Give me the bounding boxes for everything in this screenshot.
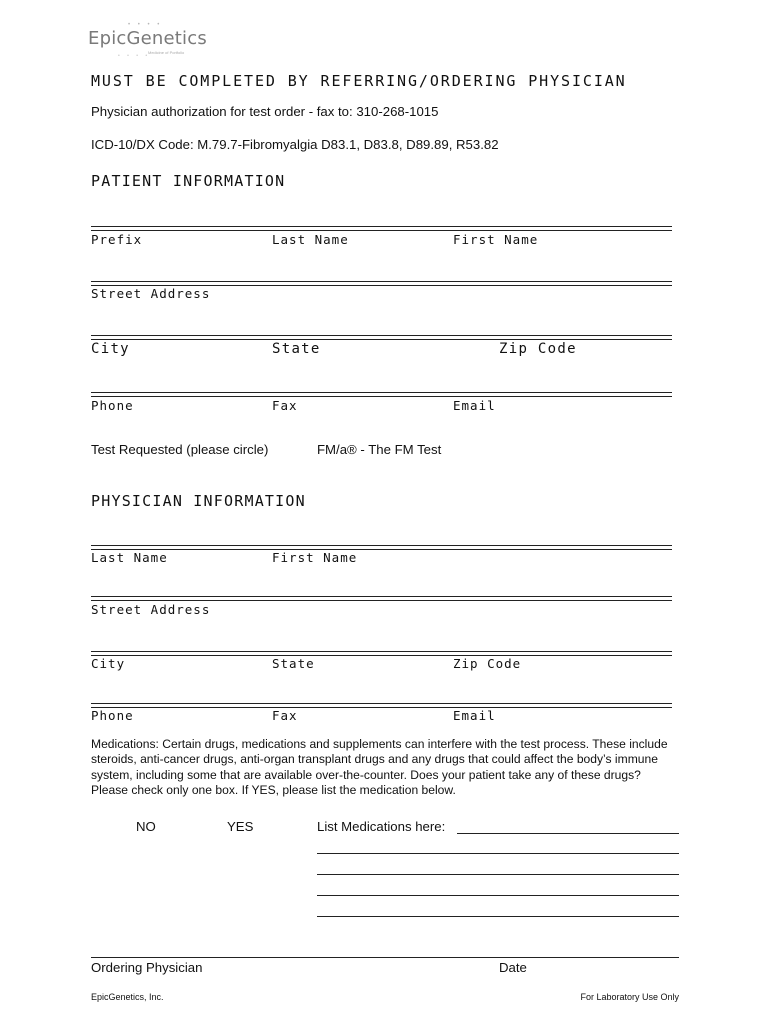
- footer-lab-use: For Laboratory Use Only: [580, 992, 679, 1002]
- physician-city-label: City: [91, 656, 126, 671]
- physician-city-line[interactable]: [91, 651, 672, 656]
- physician-fax-label: Fax: [272, 708, 298, 723]
- patient-street-label: Street Address: [91, 286, 211, 301]
- patient-first-name-label: First Name: [453, 232, 539, 247]
- patient-email-label: Email: [453, 398, 496, 413]
- logo-tagline: Medicine of Portfolio: [148, 50, 185, 55]
- patient-prefix-label: Prefix: [91, 232, 143, 247]
- patient-fax-label: Fax: [272, 398, 298, 413]
- medications-list-label: List Medications here:: [317, 819, 446, 834]
- physician-street-label: Street Address: [91, 602, 211, 617]
- medications-no-option[interactable]: NO: [136, 819, 156, 834]
- logo-dots-bottom-icon: • • • •: [118, 53, 151, 59]
- physician-zip-label: Zip Code: [453, 656, 522, 671]
- patient-state-label: State: [272, 341, 321, 357]
- patient-section-title: PATIENT INFORMATION: [91, 172, 286, 190]
- patient-city-line[interactable]: [91, 335, 672, 340]
- signature-line[interactable]: [91, 957, 679, 958]
- physician-phone-line[interactable]: [91, 703, 672, 708]
- patient-city-label: City: [91, 341, 130, 357]
- physician-section-title: PHYSICIAN INFORMATION: [91, 492, 306, 510]
- physician-phone-label: Phone: [91, 708, 134, 723]
- logo-dots-icon: • • • •: [128, 22, 163, 28]
- date-label: Date: [499, 960, 527, 975]
- physician-state-label: State: [272, 656, 315, 671]
- test-requested-label: Test Requested (please circle): [91, 442, 269, 457]
- medications-line-5[interactable]: [317, 916, 679, 917]
- footer-company: EpicGenetics, Inc.: [91, 992, 164, 1002]
- physician-email-label: Email: [453, 708, 496, 723]
- patient-name-line[interactable]: [91, 226, 672, 231]
- patient-zip-label: Zip Code: [499, 341, 577, 357]
- medications-yes-option[interactable]: YES: [227, 819, 254, 834]
- patient-phone-label: Phone: [91, 398, 134, 413]
- logo-brand: EpicGenetics: [88, 28, 207, 49]
- fax-authorization-text: Physician authorization for test order - fax to: 310-268-1015: [91, 104, 439, 119]
- form-title: MUST BE COMPLETED BY REFERRING/ORDERING PHYSICIAN: [91, 72, 627, 90]
- patient-phone-line[interactable]: [91, 392, 672, 397]
- physician-street-line[interactable]: [91, 596, 672, 601]
- medications-line-2[interactable]: [317, 853, 679, 854]
- patient-last-name-label: Last Name: [272, 232, 349, 247]
- medications-line-1[interactable]: [457, 833, 679, 834]
- medications-line-3[interactable]: [317, 874, 679, 875]
- test-option-fm[interactable]: FM/a® - The FM Test: [317, 442, 442, 457]
- icd-code-text: ICD-10/DX Code: M.79.7-Fibromyalgia D83.1, D83.8, D89.89, R53.82: [91, 137, 499, 152]
- physician-name-line[interactable]: [91, 545, 672, 550]
- medications-line-4[interactable]: [317, 895, 679, 896]
- physician-first-name-label: First Name: [272, 550, 358, 565]
- company-logo: [88, 22, 208, 62]
- ordering-physician-label: Ordering Physician: [91, 960, 203, 975]
- physician-last-name-label: Last Name: [91, 550, 168, 565]
- medications-notice: Medications: Certain drugs, medications and supplements can interfere with the test process. These include steroids, anti-cancer drugs, anti-organ transplant drugs and any drugs that could affect the body’s immune system, including some that are available over-the-counter. Does your patient take any of these drugs? Please check only one box. If YES, please list the medication below.: [91, 737, 668, 798]
